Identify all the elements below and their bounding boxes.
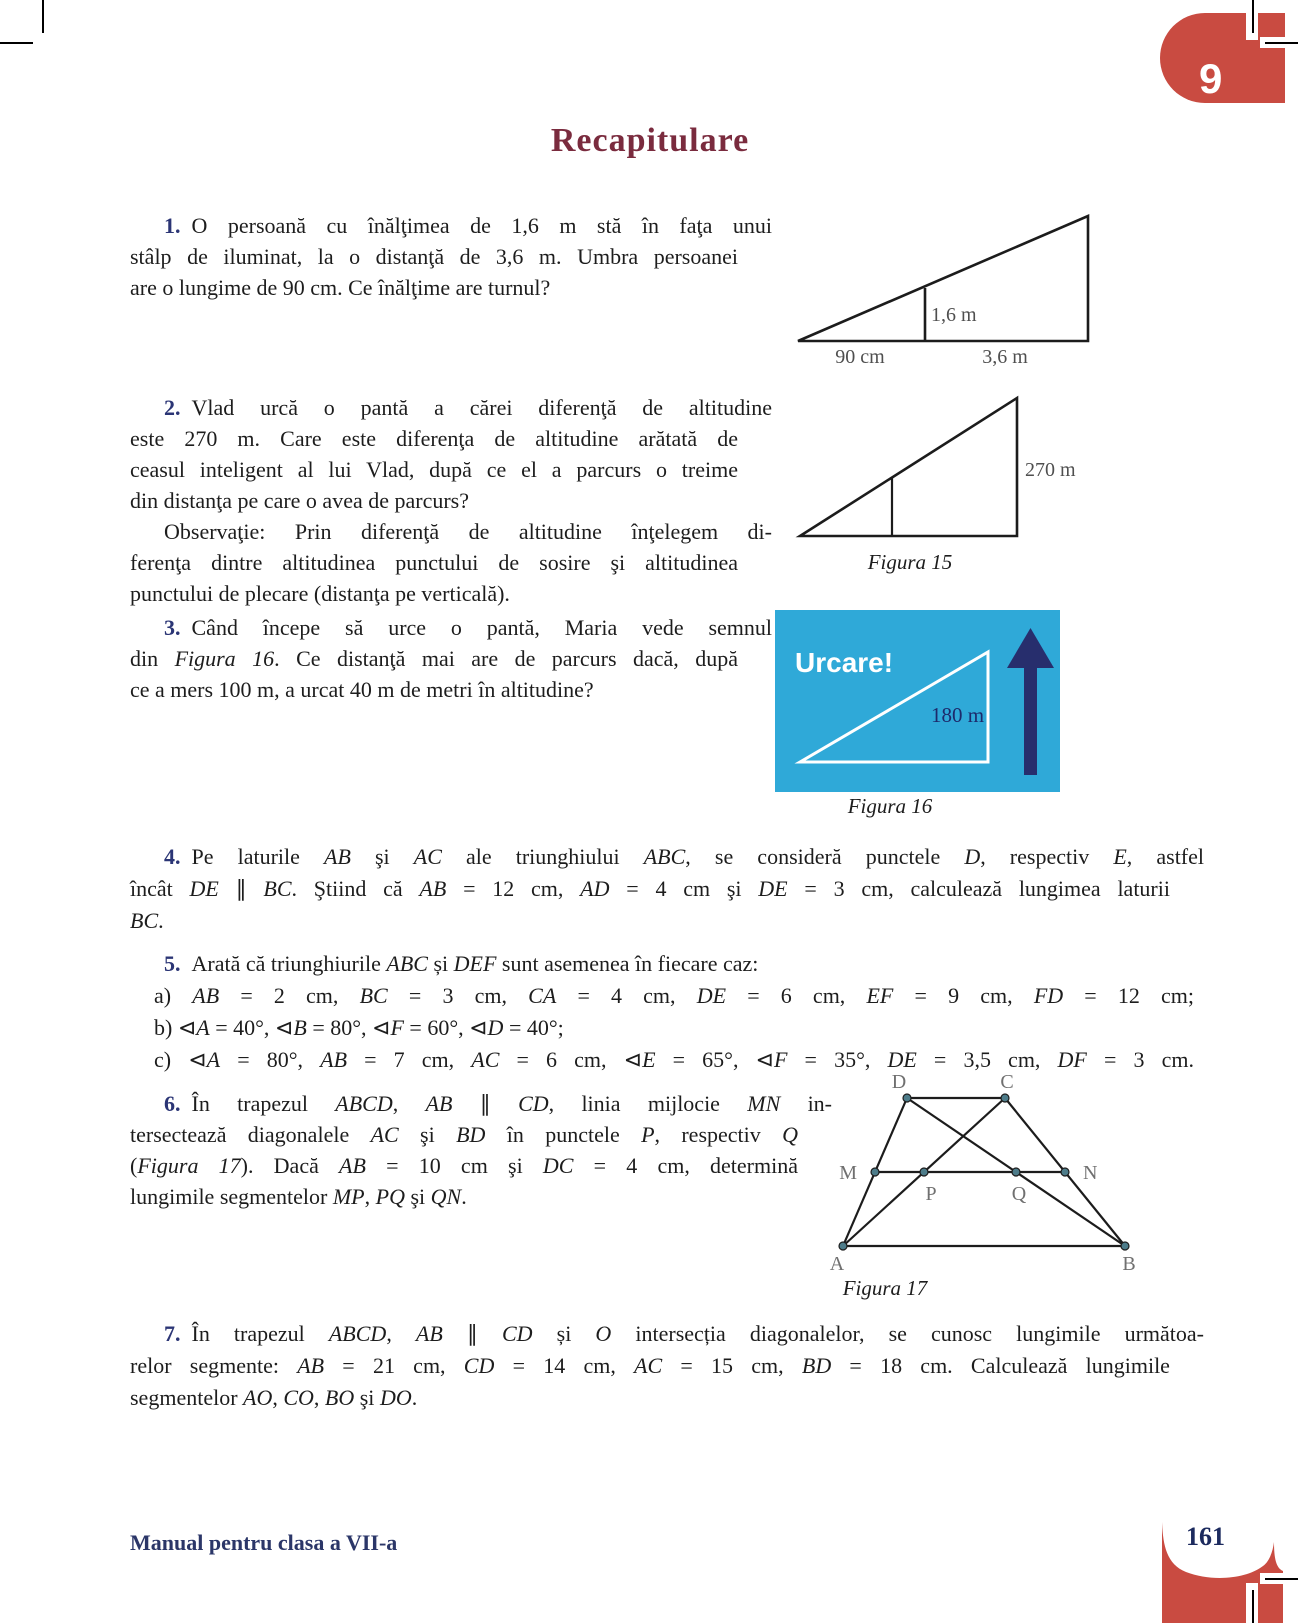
text-segment: = 65°, ⊲ (655, 1047, 774, 1072)
problem-number: 2. (164, 395, 181, 420)
text-segment: BC (130, 908, 159, 933)
text-line (130, 1382, 1170, 1414)
problem-3 (130, 612, 772, 705)
text-segment: , (386, 1321, 416, 1346)
problem-5 (130, 948, 1195, 1076)
text-segment: DF (1057, 1047, 1087, 1072)
text-segment: CD (501, 1321, 533, 1346)
text-segment: MP (332, 1184, 365, 1209)
problem-number: 6. (164, 1091, 181, 1116)
text-segment: este 270 m. Care este diferenţa de altitudine arătată de (130, 426, 738, 451)
text-segment: Figura 16 (174, 646, 275, 671)
text-segment: E (1113, 844, 1127, 869)
text-segment: = 6 cm, ⊲ (499, 1047, 643, 1072)
text-segment: AB (415, 1321, 443, 1346)
text-segment: AC (413, 844, 442, 869)
figure-1-shadow-triangle (790, 208, 1105, 368)
crop-mark-top-right-h (1265, 42, 1298, 44)
text-segment: , (364, 1184, 376, 1209)
text-segment: Q (782, 1122, 798, 1147)
text-segment: FD (1033, 983, 1064, 1008)
text-segment: În trapezul (191, 1321, 329, 1346)
text-segment: relor segmente: (130, 1353, 298, 1378)
text-segment: F (773, 1047, 788, 1072)
text-line (130, 612, 772, 643)
text-segment: ferenţa dintre altitudinea punctului de sosire şi altitudinea (130, 550, 738, 575)
point-label-Q: Q (1011, 1183, 1027, 1205)
text-segment: a) (154, 983, 193, 1008)
text-segment: = 12 cm; (1063, 983, 1195, 1008)
text-segment: = 15 cm, (662, 1353, 802, 1378)
text-segment: . Ştiind că (291, 876, 420, 901)
page-title: Recapitulare (550, 122, 750, 159)
text-segment: A (206, 1047, 221, 1072)
text-segment: DC (542, 1153, 574, 1178)
sign-distance-label: 180 m (931, 703, 985, 727)
text-line (130, 210, 772, 241)
text-segment: BC (359, 983, 388, 1008)
altitude-label: 270 m (1025, 459, 1076, 481)
point-label-D: D (891, 1071, 907, 1093)
text-segment: D (487, 1015, 504, 1040)
text-segment: BD (801, 1353, 832, 1378)
text-segment: AB (425, 1091, 453, 1116)
text-line (130, 841, 1204, 873)
text-line (130, 1119, 798, 1150)
text-segment: c) ⊲ (154, 1047, 207, 1072)
text-segment: ABC (386, 951, 428, 976)
text-line (130, 392, 772, 423)
point-label-M: M (839, 1162, 857, 1184)
person-height-label: 1,6 m (931, 304, 977, 326)
text-segment: = 12 cm, (446, 876, 581, 901)
text-segment: în punctele (485, 1122, 642, 1147)
text-segment: = 40°; (503, 1015, 564, 1040)
text-segment: DEF (453, 951, 497, 976)
text-segment: DO (379, 1385, 412, 1410)
text-segment: = 21 cm, (324, 1353, 464, 1378)
text-segment: AB (339, 1153, 366, 1178)
text-segment: ∥ (218, 876, 264, 901)
text-line (130, 980, 1194, 1012)
text-segment: = 80°, (220, 1047, 321, 1072)
text-segment: = 18 cm. Calculează lungimile (831, 1353, 1170, 1378)
text-segment: = 7 cm, (347, 1047, 472, 1072)
chapter-tab (1160, 13, 1285, 103)
text-segment: = 2 cm, (219, 983, 360, 1008)
text-segment: segmentelor (130, 1385, 244, 1410)
text-segment: CD (518, 1091, 549, 1116)
text-segment: = 35°, (787, 1047, 888, 1072)
crop-mark-top-right-v (1252, 0, 1254, 33)
text-segment: intersecția diagonalelor, se cunosc lungimile următoa- (611, 1321, 1204, 1346)
chapter-number: 9 (1199, 55, 1223, 102)
text-segment: = 80°, ⊲ (306, 1015, 391, 1040)
text-line (130, 423, 738, 454)
text-segment: , (272, 1385, 284, 1410)
text-segment: = 40°, ⊲ (209, 1015, 294, 1040)
text-segment: În trapezul (191, 1091, 336, 1116)
text-segment: CO (283, 1385, 314, 1410)
point-label-P: P (925, 1183, 937, 1205)
text-segment: = 3 cm, (387, 983, 529, 1008)
text-segment: AB (192, 983, 220, 1008)
text-line (130, 1350, 1170, 1382)
text-segment: BC (263, 876, 292, 901)
text-segment: tersectează diagonalele (130, 1122, 371, 1147)
text-segment: lungimile segmentelor (130, 1184, 333, 1209)
figure-15-slope-triangle (795, 388, 1095, 543)
text-segment: AB (297, 1353, 325, 1378)
text-segment: Vlad urcă o pantă a cărei diferenţă de altitudine (191, 395, 772, 420)
text-line (130, 1318, 1204, 1350)
text-segment: şi (350, 844, 414, 869)
text-segment: , astfel (1126, 844, 1205, 869)
problem-number: 4. (164, 844, 181, 869)
text-segment: Când începe să urce o pantă, Maria vede semnul (191, 615, 772, 640)
text-segment: E (642, 1047, 656, 1072)
text-segment: stâlp de iluminat, la o distanţă de 3,6 m. Umbra persoanei (130, 244, 738, 269)
text-segment: , linia mijlocie (548, 1091, 748, 1116)
text-segment: din (130, 646, 175, 671)
text-segment: încât (130, 876, 190, 901)
text-segment: = 3 cm. (1086, 1047, 1194, 1072)
text-segment: din distanţa pe care o avea de parcurs? (130, 488, 469, 513)
footer-manual-label: Manual pentru clasa a VII-a (130, 1530, 398, 1555)
text-segment: . (411, 1385, 418, 1410)
text-segment: şi (354, 1385, 380, 1410)
figure-16-caption: Figura 16 (847, 794, 933, 818)
text-segment: și (427, 951, 454, 976)
text-segment: are o lungime de 90 cm. Ce înălţime are turnul? (130, 275, 551, 300)
text-segment: = 3 cm, calculează lungimea laturii (787, 876, 1170, 901)
text-segment: Arată că triunghiurile (191, 951, 387, 976)
text-segment: ∥ (442, 1321, 502, 1346)
text-segment: P (641, 1122, 655, 1147)
text-segment: = 6 cm, (726, 983, 867, 1008)
text-segment: , respectiv (654, 1122, 783, 1147)
distance-label: 3,6 m (982, 346, 1028, 368)
text-segment: A (196, 1015, 210, 1040)
figure-16-road-sign (775, 610, 1060, 792)
text-segment: b) ⊲ (154, 1015, 197, 1040)
text-line (130, 643, 738, 674)
text-segment: = 60°, ⊲ (403, 1015, 488, 1040)
text-segment: ). Dacă (240, 1153, 340, 1178)
text-segment: AC (634, 1353, 663, 1378)
text-segment: DE (696, 983, 727, 1008)
text-line (130, 1150, 798, 1181)
text-segment: punctului de plecare (distanţa pe verticală). (130, 581, 510, 606)
sign-text: Urcare! (795, 647, 894, 678)
text-segment: EF (866, 983, 894, 1008)
text-segment: , (313, 1385, 325, 1410)
text-segment: , respectiv (980, 844, 1114, 869)
text-line (130, 485, 738, 516)
text-segment: = 4 cm, (556, 983, 697, 1008)
text-line (130, 905, 1170, 937)
text-segment: Figura 17 (137, 1153, 241, 1178)
text-segment: O persoană cu înălţimea de 1,6 m stă în faţa unui (191, 213, 772, 238)
figure-17-trapezoid (815, 1066, 1145, 1276)
text-segment: = 14 cm, (494, 1353, 635, 1378)
text-line (130, 547, 738, 578)
page-number: 161 (1186, 1522, 1225, 1551)
figure-15-caption: Figura 15 (867, 550, 953, 574)
text-line (130, 674, 738, 705)
problem-4 (130, 841, 1205, 937)
crop-mark-bottom-right-h (1265, 1578, 1298, 1580)
problem-2 (130, 392, 772, 609)
text-segment: CA (528, 983, 557, 1008)
text-segment: BD (456, 1122, 486, 1147)
point-label-A: A (829, 1253, 845, 1275)
text-line (130, 578, 738, 609)
text-segment: AC (370, 1122, 399, 1147)
problem-7 (130, 1318, 1204, 1414)
shadow-length-label: 90 cm (835, 346, 885, 368)
text-segment: sunt asemenea în fiecare caz: (496, 951, 759, 976)
text-segment: AO (243, 1385, 273, 1410)
text-segment: B (293, 1015, 307, 1040)
problem-6 (130, 1088, 833, 1212)
text-segment: ∥ (452, 1091, 519, 1116)
text-segment: DE (189, 876, 219, 901)
point-label-N: N (1083, 1162, 1098, 1184)
crop-mark-top-left-h (0, 42, 33, 44)
text-segment: , se consideră punctele (685, 844, 965, 869)
text-segment: DE (758, 876, 788, 901)
text-segment: = 10 cm şi (365, 1153, 543, 1178)
text-line (130, 948, 1204, 980)
text-segment: PQ (375, 1184, 405, 1209)
text-segment: ABCD (328, 1321, 387, 1346)
figure-17-caption: Figura 17 (842, 1276, 928, 1300)
problem-1 (130, 210, 772, 303)
problem-number: 5. (164, 951, 181, 976)
text-line (130, 516, 772, 547)
text-segment: = 9 cm, (893, 983, 1034, 1008)
point-label-C: C (1000, 1071, 1014, 1093)
text-segment: . (461, 1184, 467, 1209)
text-segment: ce a mers 100 m, a urcat 40 m de metri în altitudine? (130, 677, 594, 702)
text-segment: F (390, 1015, 404, 1040)
text-segment: AB (320, 1047, 348, 1072)
text-segment: MN (747, 1091, 781, 1116)
text-segment: ale triunghiului (441, 844, 644, 869)
text-segment: BO (324, 1385, 355, 1410)
text-segment: Observaţie: Prin diferenţă de altitudine înţelegem di- (164, 519, 772, 544)
sign-background (775, 610, 1060, 792)
crop-mark-bottom-right-v (1252, 1590, 1254, 1623)
text-segment: = 3,5 cm, (916, 1047, 1058, 1072)
problem-number: 3. (164, 615, 181, 640)
text-segment: . Ce distanţă mai are de parcurs dacă, după (274, 646, 738, 671)
text-segment: AC (471, 1047, 500, 1072)
text-line (130, 1088, 832, 1119)
text-segment: QN (430, 1184, 462, 1209)
text-line (130, 241, 738, 272)
text-segment: , (392, 1091, 426, 1116)
text-segment: şi (398, 1122, 457, 1147)
text-segment: Pe laturile (191, 844, 324, 869)
text-segment: AD (580, 876, 610, 901)
text-line (130, 873, 1170, 905)
text-segment: . (158, 908, 164, 933)
text-segment: ABC (643, 844, 686, 869)
text-segment: DE (887, 1047, 917, 1072)
text-segment: O (595, 1321, 612, 1346)
text-segment: şi (404, 1184, 431, 1209)
text-segment: ( (130, 1153, 138, 1178)
text-segment: AB (419, 876, 447, 901)
text-segment: ceasul inteligent al lui Vlad, după ce el a parcurs o treime (130, 457, 738, 482)
problem-number: 7. (164, 1321, 181, 1346)
text-line (130, 454, 738, 485)
text-line (130, 272, 738, 303)
text-segment: ABCD (335, 1091, 393, 1116)
text-segment: D (964, 844, 981, 869)
point-label-B: B (1122, 1253, 1136, 1275)
problem-number: 1. (164, 213, 181, 238)
text-segment: = 4 cm, determină (573, 1153, 798, 1178)
text-line (130, 1181, 798, 1212)
text-segment: CD (463, 1353, 495, 1378)
crop-mark-top-left-v (42, 0, 44, 33)
text-segment: = 4 cm şi (609, 876, 759, 901)
text-segment: AB (324, 844, 351, 869)
text-segment: și (532, 1321, 596, 1346)
text-segment: in- (780, 1091, 833, 1116)
text-line (130, 1012, 1194, 1044)
